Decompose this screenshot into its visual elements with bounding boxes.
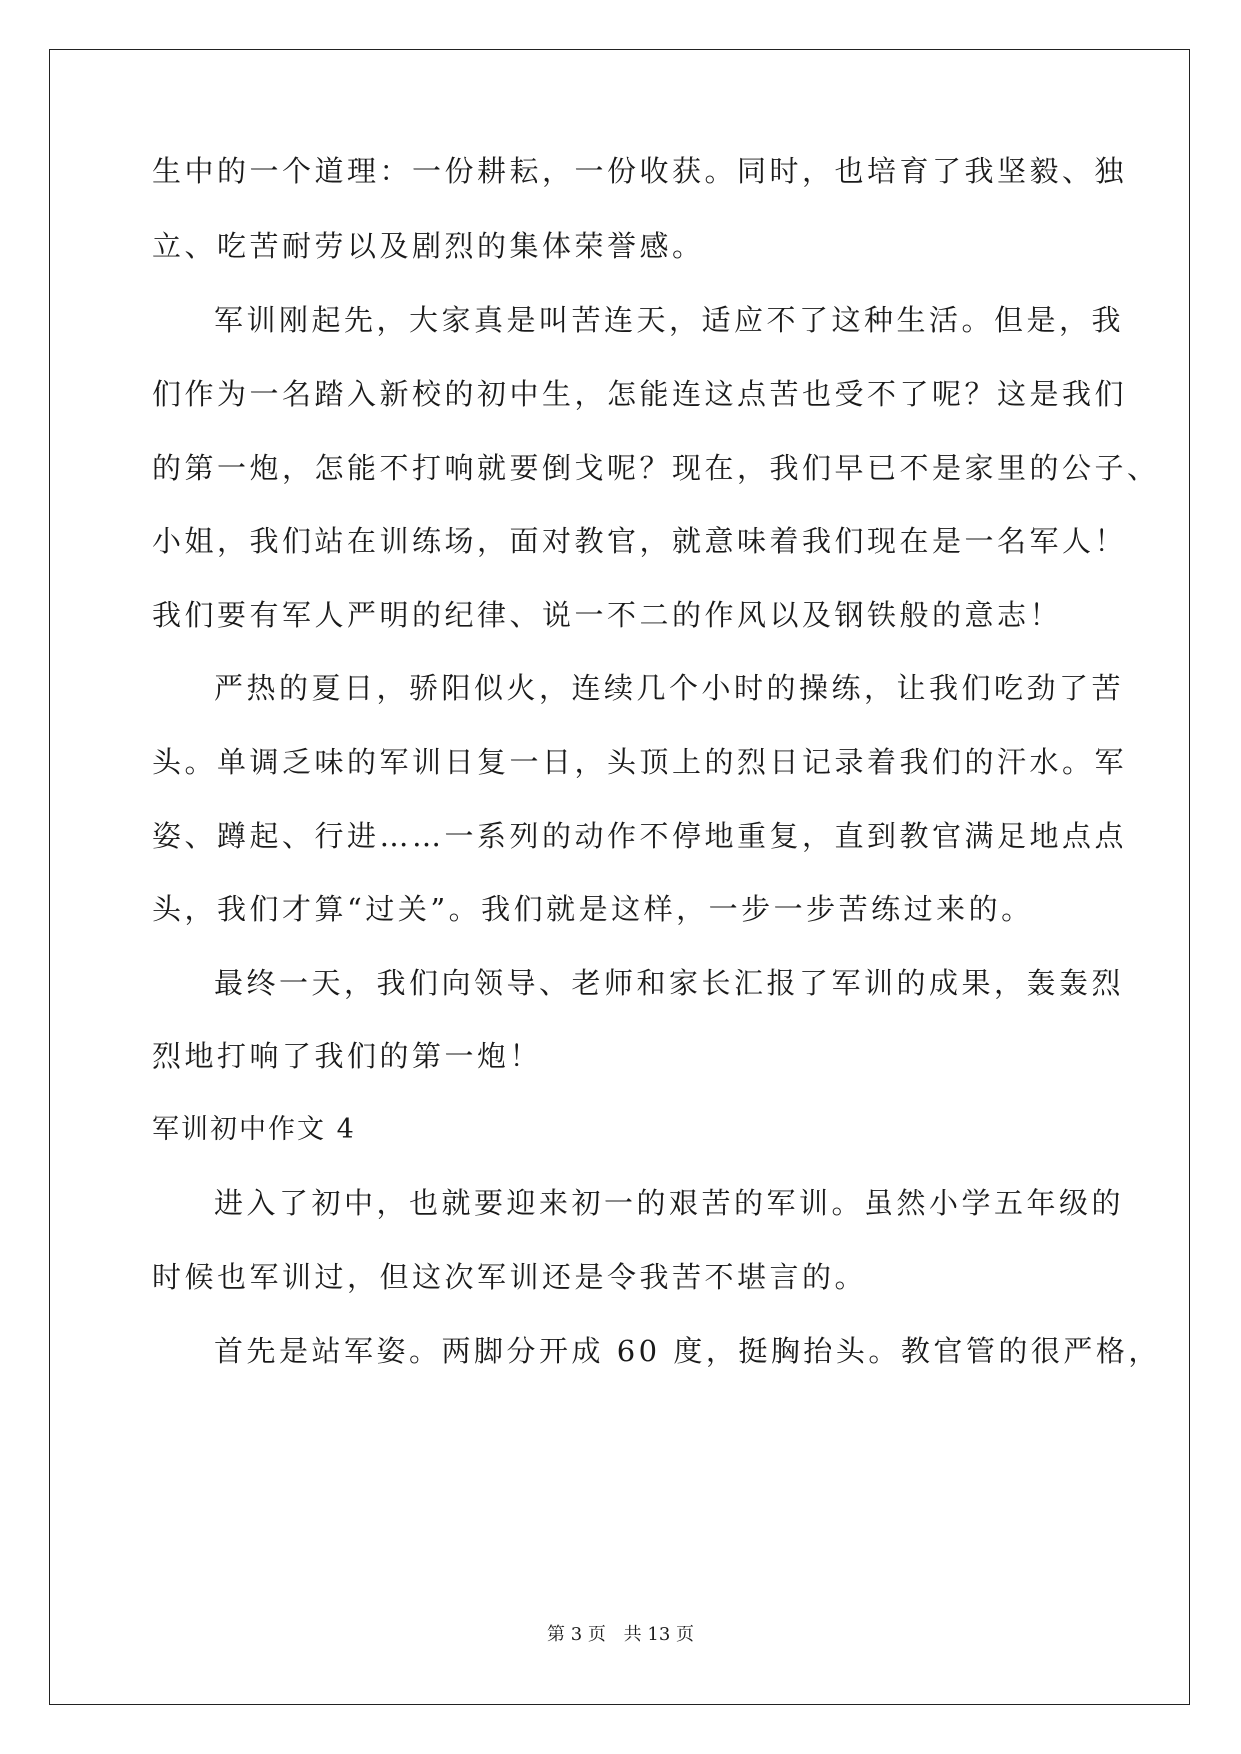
text-line: 姿、蹲起、行进……一系列的动作不停地重复，直到教官满足地点点 (152, 819, 1128, 853)
text-line: 我们要有军人严明的纪律、说一不二的作风以及钢铁般的意志！ (152, 598, 1063, 632)
page-total: 共 13 页 (623, 1624, 694, 1645)
paragraph-start: 进入了初中，也就要迎来初一的艰苦的军训。虽然小学五年级的 (214, 1186, 1125, 1220)
page-number: 第 3 页 (547, 1624, 606, 1645)
text-line: 时候也军训过，但这次军训还是令我苦不堪言的。 (152, 1260, 868, 1294)
page-border (49, 49, 1190, 1705)
text-line: 头。单调乏味的军训日复一日，头顶上的烈日记录着我们的汗水。军 (152, 745, 1128, 779)
text-line: 烈地打响了我们的第一炮！ (152, 1039, 543, 1073)
paragraph-start: 严热的夏日，骄阳似火，连续几个小时的操练，让我们吃劲了苦 (214, 671, 1125, 705)
text-line: 小姐，我们站在训练场，面对教官，就意味着我们现在是一名军人！ (152, 524, 1128, 558)
paragraph-start: 首先是站军姿。两脚分开成 60 度，挺胸抬头。教官管的很严格， (214, 1334, 1161, 1368)
paragraph-start: 军训刚起先，大家真是叫苦连天，适应不了这种生活。但是，我 (214, 303, 1125, 337)
section-heading: 军训初中作文 4 (152, 1114, 356, 1145)
page-footer (0, 1623, 1241, 1647)
text-line: 生中的一个道理：一份耕耘，一份收获。同时，也培育了我坚毅、独 (152, 154, 1128, 188)
text-line: 的第一炮，怎能不打响就要倒戈呢？现在，我们早已不是家里的公子、 (152, 451, 1160, 485)
text-line: 头，我们才算“过关”。我们就是这样，一步一步苦练过来的。 (152, 892, 1034, 926)
paragraph-start: 最终一天，我们向领导、老师和家长汇报了军训的成果，轰轰烈 (214, 966, 1125, 1000)
text-line: 立、吃苦耐劳以及剧烈的集体荣誉感。 (152, 229, 705, 263)
text-line: 们作为一名踏入新校的初中生，怎能连这点苦也受不了呢？这是我们 (152, 377, 1128, 411)
